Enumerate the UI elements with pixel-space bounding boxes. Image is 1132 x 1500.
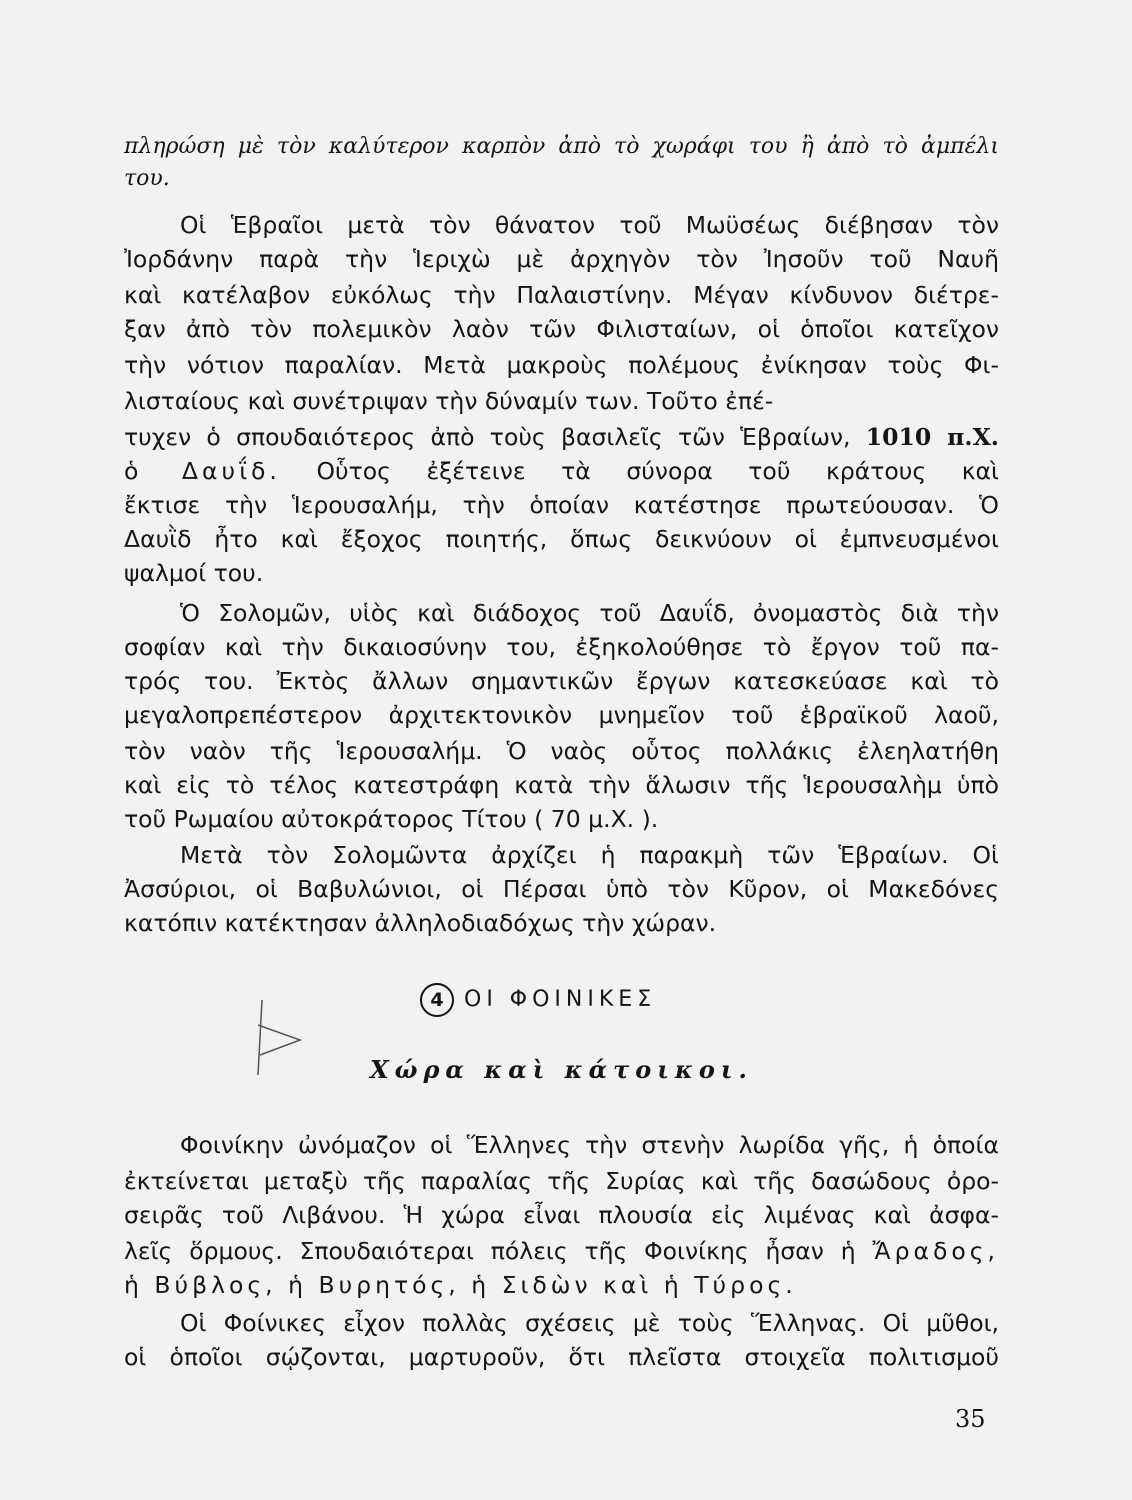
text-line: τὸν ναὸν τῆς Ἱερουσαλήμ. Ὁ ναὸς οὗτος πολλάκις ἐλεηλατήθη — [124, 737, 999, 765]
line-text: Οὗτος ἐξέτεινε τὰ σύνορα τοῦ κράτους καὶ — [316, 457, 999, 485]
text-line: Μετὰ τὸν Σολομῶντα ἀρχίζει ἡ παρακμὴ τῶν Ἑβραίων. Οἱ — [180, 841, 999, 869]
section-title: ΟΙ ΦΟΙΝΙΚΕΣ — [464, 987, 657, 1012]
text-line: ξαν ἀπὸ τὸν πολεμικὸν λαὸν τῶν Φιλισταίων, οἱ ὁποῖοι κατεῖχον — [124, 315, 999, 343]
text-line: καὶ εἰς τὸ τέλος κατεστράφη κατὰ τὴν ἅλωσιν τῆς Ἱερουσαλὴμ ὑπὸ — [124, 771, 999, 799]
text-line: κατόπιν κατέκτησαν ἀλληλοδιαδόχως τὴν χώραν. — [124, 909, 717, 937]
text-line — [124, 454, 999, 488]
text-line: μεγαλοπρεπέστερον ἀρχιτεκτονικὸν μνημεῖον τοῦ ἑβραϊκοῦ λαοῦ, — [124, 701, 999, 729]
section-number: 4 — [420, 983, 454, 1017]
text-line: ἔκτισε τὴν Ἱερουσαλήμ, τὴν ὁποίαν κατέστησε πρωτεύουσαν. Ὁ — [124, 491, 999, 519]
text-line: πληρώση μὲ τὸν καλύτερον καρπὸν ἀπὸ τὸ χωράφι του ἢ ἀπὸ τὸ ἀμπέλι — [124, 134, 999, 159]
text-line: Δαυῒδ ἦτο καὶ ἔξοχος ποιητής, ὅπως δεικνύουν οἱ ἐμπνευσμένοι — [124, 525, 999, 553]
date-label: 1010 π.Χ. — [865, 423, 999, 451]
text-line: ψαλμοί του. — [124, 559, 264, 587]
person-name: ὁ Δαυΐδ. — [124, 457, 281, 485]
pencil-mark-icon — [240, 995, 310, 1085]
text-line: Φοινίκην ὠνόμαζον οἱ Ἕλληνες τὴν στενὴν λωρίδα γῆς, ἡ ὁποία — [180, 1131, 999, 1159]
text-line: καὶ κατέλαβον εὐκόλως τὴν Παλαιστίνην. Μέγαν κίνδυνον διέτρε- — [124, 281, 999, 309]
text-line: ἐκτείνεται μεταξὺ τῆς παραλίας τῆς Συρίας καὶ τῆς δασώδους ὀρο- — [124, 1167, 999, 1195]
text-line — [124, 1234, 999, 1268]
text-line: τρός του. Ἐκτὸς ἄλλων σημαντικῶν ἔργων κατεσκεύασε καὶ τὸ — [124, 667, 999, 695]
text-line: του. — [124, 166, 170, 191]
text-line: Ἀσσύριοι, οἱ Βαβυλώνιοι, οἱ Πέρσαι ὑπὸ τὸν Κῦρον, οἱ Μακεδόνες — [124, 875, 999, 903]
text-line: ἡ Βύβλος, ἡ Βυρητός, ἡ Σιδὼν καὶ ἡ Τύρος. — [124, 1271, 797, 1299]
text-line: λισταίους καὶ συνέτριψαν τὴν δύναμίν των. Τοῦτο ἐπέ- — [124, 387, 774, 415]
line-text: τυχεν ὁ σπουδαιότερος ἀπὸ τοὺς βασιλεῖς τῶν Ἑβραίων, — [124, 423, 851, 451]
text-line — [124, 420, 999, 454]
text-line: Οἱ Ἑβραῖοι μετὰ τὸν θάνατον τοῦ Μωϋσέως διέβησαν τὸν — [180, 211, 999, 239]
text-line: τὴν νότιον παραλίαν. Μετὰ μακροὺς πολέμους ἐνίκησαν τοὺς Φι- — [124, 351, 999, 379]
city-name: Ἄραδος, — [872, 1237, 999, 1265]
text-line: Ὁ Σολομῶν, υἱὸς καὶ διάδοχος τοῦ Δαυΐδ, ὀνομαστὸς διὰ τὴν — [180, 599, 999, 627]
text-line: οἱ ὁποῖοι σῴζονται, μαρτυροῦν, ὅτι πλεῖστα στοιχεῖα πολιτισμοῦ — [124, 1343, 999, 1371]
subsection-title: Χώρα καὶ κάτοικοι. — [370, 1055, 753, 1084]
text-line: Οἱ Φοίνικες εἶχον πολλὰς σχέσεις μὲ τοὺς Ἕλληνας. Οἱ μῦθοι, — [180, 1309, 999, 1337]
section-heading — [420, 982, 656, 1018]
page-number: 35 — [955, 1405, 986, 1433]
text-line: σοφίαν καὶ τὴν δικαιοσύνην του, ἐξηκολούθησε τὸ ἔργον τοῦ πα- — [124, 633, 999, 661]
text-line: Ἰορδάνην παρὰ τὴν Ἱεριχὼ μὲ ἀρχηγὸν τὸν Ἰησοῦν τοῦ Ναυῆ — [124, 245, 999, 273]
text-line: τοῦ Ρωμαίου αὐτοκράτορος Τίτου ( 70 μ.Χ. ). — [124, 805, 659, 833]
line-text: λεῖς ὅρμους. Σπουδαιότεραι πόλεις τῆς Φοινίκης ἦσαν ἡ — [124, 1237, 856, 1265]
text-line: σειρᾶς τοῦ Λιβάνου. Ἡ χώρα εἶναι πλουσία εἰς λιμένας καὶ ἀσφα- — [124, 1201, 999, 1229]
